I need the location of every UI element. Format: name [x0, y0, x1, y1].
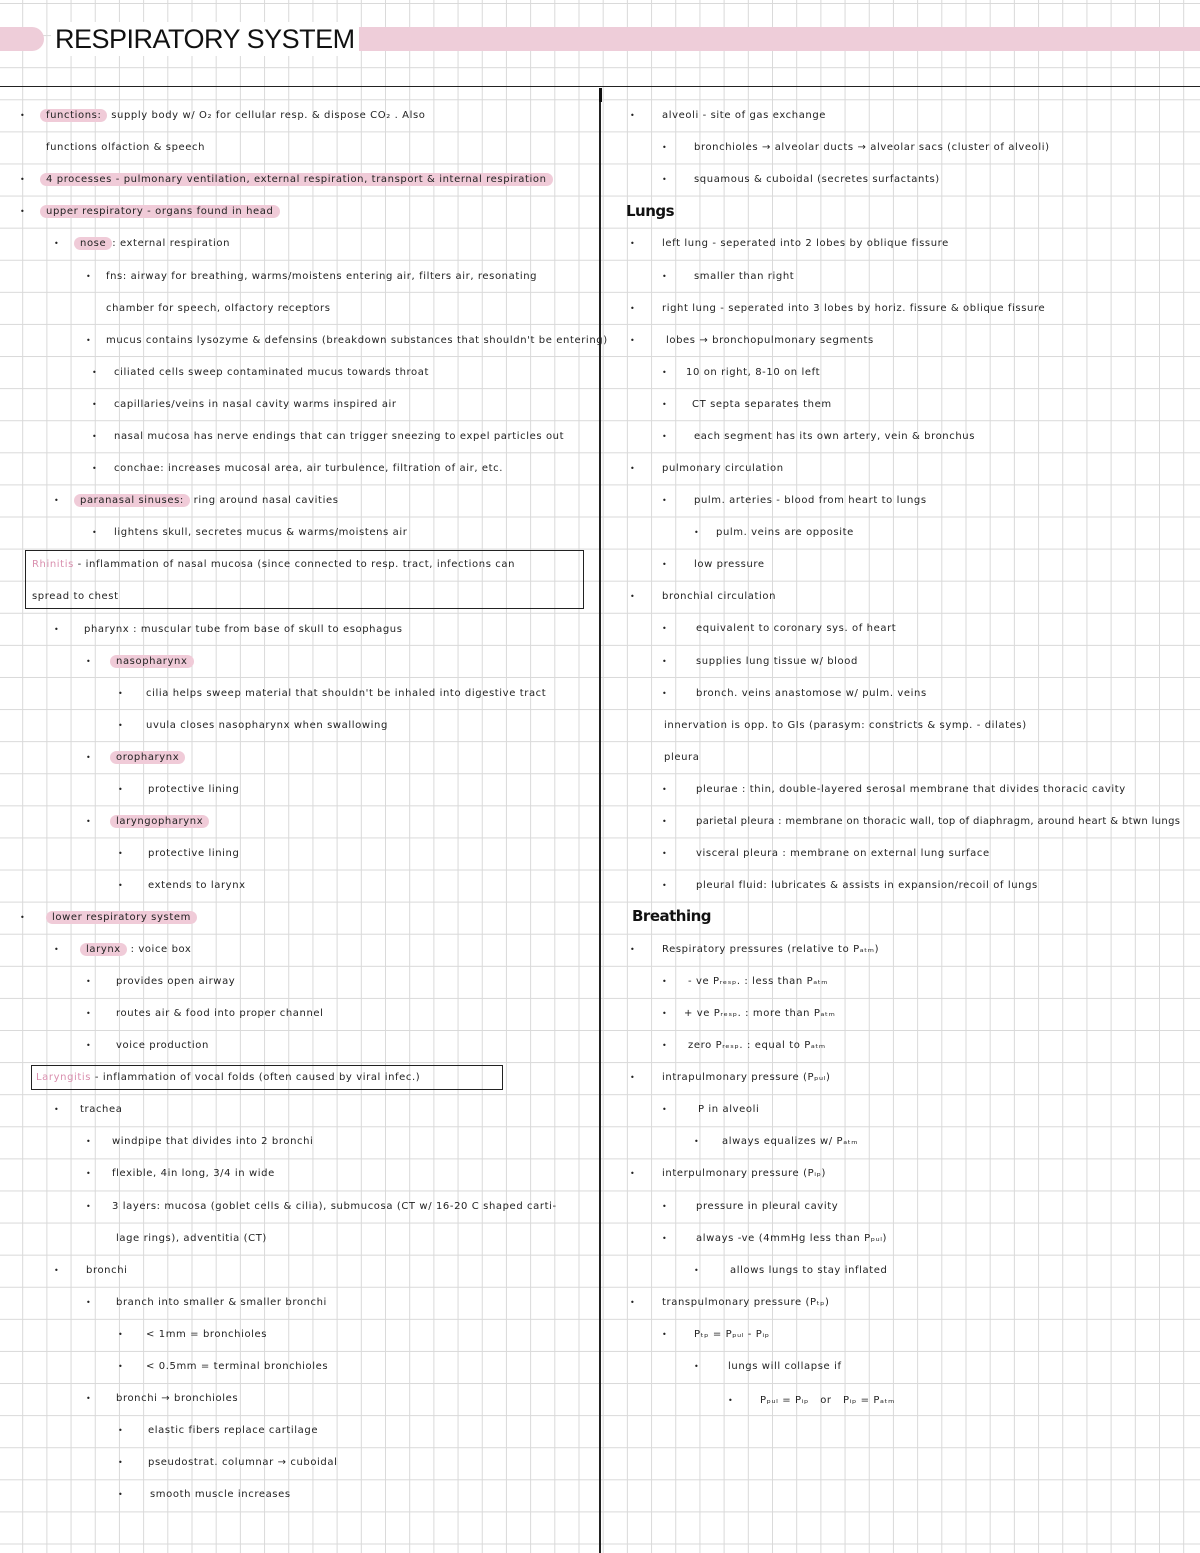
pulm-veins-line: pulm. veins are opposite: [716, 527, 854, 538]
bronchi-6: pseudostrat. columnar → cuboidal: [148, 1457, 338, 1468]
bullet-dot: •: [86, 1298, 91, 1307]
bullet-dot: •: [86, 1202, 91, 1211]
column-divider: [599, 90, 601, 1553]
bullet-dot: •: [118, 1458, 123, 1467]
trachea-line: trachea: [80, 1104, 123, 1115]
conchae-line: conchae: increases mucosal area, air turbulence, filtration of air, etc.: [114, 463, 504, 474]
p-alveoli-line: P in alveoli: [698, 1104, 760, 1115]
oropharynx-1: protective lining: [148, 784, 240, 795]
lower-text: lower respiratory system: [46, 911, 197, 924]
nasopharynx-2: uvula closes nasopharynx when swallowing: [146, 720, 388, 731]
bullet-dot: •: [118, 1330, 123, 1339]
paranasal-label: paranasal sinuses:: [74, 494, 190, 507]
nasopharynx-line: [110, 655, 194, 669]
nasopharynx-1: cilia helps sweep material that shouldn't be inhaled into digestive tract: [146, 688, 547, 699]
neg-pressure-line: - ve Pᵣₑₛₚ. : less than Pₐₜₘ: [688, 976, 829, 987]
processes-text: 4 processes - pulmonary ventilation, external respiration, transport & internal respiration: [40, 173, 553, 186]
bullet-dot: •: [630, 1073, 635, 1082]
bullet-dot: •: [86, 1009, 91, 1018]
title-highlight-left: [0, 27, 44, 51]
bullet-dot: •: [662, 1234, 667, 1243]
bullet-dot: •: [54, 1105, 59, 1114]
bullet-dot: •: [662, 881, 667, 890]
bullet-dot: •: [694, 1266, 699, 1275]
pleurae-line: pleurae : thin, double-layered serosal membrane that divides thoracic cavity: [696, 784, 1126, 795]
supplies-line: supplies lung tissue w/ blood: [696, 656, 858, 667]
bullet-dot: •: [92, 432, 97, 441]
bronchioles-line: bronchioles → alveolar ducts → alveolar sacs (cluster of alveoli): [694, 142, 1050, 153]
bullet-dot: •: [54, 496, 59, 505]
transpulm-line: transpulmonary pressure (Pₜₚ): [662, 1297, 830, 1308]
bullet-dot: •: [118, 721, 123, 730]
nose-text: : external respiration: [112, 238, 231, 249]
bullet-dot: •: [662, 496, 667, 505]
bullet-dot: •: [662, 1105, 667, 1114]
bullet-dot: •: [662, 143, 667, 152]
larynx-1: provides open airway: [116, 976, 236, 987]
bronchi-1: branch into smaller & smaller bronchi: [116, 1297, 327, 1308]
bullet-dot: •: [630, 304, 635, 313]
bullet-dot: •: [20, 913, 25, 922]
bullet-dot: •: [86, 272, 91, 281]
laryngopharynx-2: extends to larynx: [148, 880, 246, 891]
pos-pressure-line: + ve Pᵣₑₛₚ. : more than Pₐₜₘ: [684, 1008, 836, 1019]
laryngitis-label: Laryngitis: [36, 1072, 92, 1083]
nasal-mucosa-line: nasal mucosa has nerve endings that can trigger sneezing to expel particles out: [114, 431, 565, 442]
bronchi-line: bronchi: [86, 1265, 128, 1276]
bullet-dot: •: [662, 368, 667, 377]
bullet-dot: •: [20, 175, 25, 184]
squamous-line: squamous & cuboidal (secretes surfactants): [694, 174, 940, 185]
bullet-dot: •: [92, 368, 97, 377]
bullet-dot: •: [86, 1137, 91, 1146]
title-highlight-right: [333, 27, 1200, 51]
rhinitis-cont: spread to chest: [32, 591, 119, 602]
bullet-dot: •: [630, 336, 635, 345]
each-segment-line: each segment has its own artery, vein & bronchus: [694, 431, 976, 442]
lightens-line: lightens skull, secretes mucus & warms/moistens air: [114, 527, 408, 538]
bullet-dot: •: [86, 817, 91, 826]
equivalent-line: equivalent to coronary sys. of heart: [696, 623, 897, 634]
interpulm-line: interpulmonary pressure (Pᵢₚ): [662, 1168, 826, 1179]
bullet-dot: •: [54, 625, 59, 634]
bronchi-3: < 0.5mm = terminal bronchioles: [146, 1361, 329, 1372]
bullet-dot: •: [630, 464, 635, 473]
low-pressure-line: low pressure: [694, 559, 765, 570]
bullet-dot: •: [92, 400, 97, 409]
functions-text: supply body w/ O₂ for cellular resp. & dispose CO₂ . Also: [111, 110, 426, 121]
upper-line: [40, 205, 280, 219]
functions-cont: functions olfaction & speech: [46, 142, 206, 153]
lower-line: [46, 911, 197, 925]
lobes-line: lobes → bronchopulmonary segments: [666, 335, 874, 346]
bullet-dot: •: [86, 1394, 91, 1403]
bullet-dot: •: [662, 1330, 667, 1339]
capillaries-line: capillaries/veins in nasal cavity warms inspired air: [114, 399, 397, 410]
bullet-dot: •: [630, 1298, 635, 1307]
collapse-eq-line: Pₚᵤₗ = Pᵢₚ or Pᵢₚ = Pₐₜₘ: [760, 1395, 895, 1406]
always-equalizes-line: always equalizes w/ Pₐₜₘ: [722, 1136, 859, 1147]
bullet-dot: •: [662, 657, 667, 666]
upper-text: upper respiratory - organs found in head: [40, 205, 280, 218]
ten-line: 10 on right, 8-10 on left: [686, 367, 821, 378]
larynx-label: larynx: [80, 943, 127, 956]
bullet-dot: •: [662, 400, 667, 409]
visceral-line: visceral pleura : membrane on external lung surface: [696, 848, 990, 859]
bullet-dot: •: [694, 528, 699, 537]
rhinitis-line: [32, 558, 515, 572]
bullet-dot: •: [630, 1169, 635, 1178]
laryngopharynx-line: [110, 815, 209, 829]
trachea-2: flexible, 4in long, 3/4 in wide: [112, 1168, 275, 1179]
bronchial-circ-line: bronchial circulation: [662, 591, 777, 602]
bullet-dot: •: [92, 528, 97, 537]
laryngitis-line: [36, 1071, 420, 1085]
parietal-line: parietal pleura : membrane on thoracic wall, top of diaphragm, around heart & btwn lungs: [696, 816, 1181, 827]
header-rule: [0, 86, 1200, 87]
bronchi-2: < 1mm = bronchioles: [146, 1329, 268, 1340]
bullet-dot: •: [662, 1202, 667, 1211]
bullet-dot: •: [54, 239, 59, 248]
rhinitis-text: - inflammation of nasal mucosa (since connected to resp. tract, infections can: [77, 559, 516, 570]
breathing-heading: Breathing: [632, 907, 712, 925]
bullet-dot: •: [694, 1137, 699, 1146]
bullet-dot: •: [662, 849, 667, 858]
bullet-dot: •: [118, 1362, 123, 1371]
bullet-dot: •: [662, 272, 667, 281]
ptp-eq-line: Pₜₚ = Pₚᵤₗ - Pᵢₚ: [694, 1329, 770, 1340]
bullet-dot: •: [92, 464, 97, 473]
bullet-dot: •: [662, 817, 667, 826]
functions-label: functions:: [40, 109, 107, 122]
larynx-2: routes air & food into proper channel: [116, 1008, 324, 1019]
right-lung-line: right lung - seperated into 3 lobes by horiz. fissure & oblique fissure: [662, 303, 1046, 314]
bullet-dot: •: [86, 753, 91, 762]
bronchi-4: bronchi → bronchioles: [116, 1393, 239, 1404]
bullet-dot: •: [662, 1009, 667, 1018]
laryngopharynx-label: laryngopharynx: [110, 815, 209, 828]
paranasal-line: [74, 494, 339, 508]
left-lung-line: left lung - seperated into 2 lobes by oblique fissure: [662, 238, 949, 249]
bullet-dot: •: [118, 785, 123, 794]
bullet-dot: •: [86, 657, 91, 666]
bullet-dot: •: [118, 849, 123, 858]
pleural-fluid-line: pleural fluid: lubricates & assists in expansion/recoil of lungs: [696, 880, 1038, 891]
bullet-dot: •: [662, 624, 667, 633]
bullet-dot: •: [54, 1266, 59, 1275]
pulm-arteries-line: pulm. arteries - blood from heart to lungs: [694, 495, 927, 506]
ct-septa-line: CT septa separates them: [692, 399, 832, 410]
collapse-line: lungs will collapse if: [728, 1361, 842, 1372]
larynx-line: [80, 943, 191, 957]
pulm-circ-line: pulmonary circulation: [662, 463, 784, 474]
paranasal-text: ring around nasal cavities: [193, 495, 339, 506]
smaller-line: smaller than right: [694, 271, 795, 282]
bullet-dot: •: [54, 945, 59, 954]
bullet-dot: •: [118, 1490, 123, 1499]
processes-line: [40, 173, 553, 187]
allows-line: allows lungs to stay inflated: [730, 1265, 888, 1276]
pressure-pleural-line: pressure in pleural cavity: [696, 1201, 839, 1212]
trachea-3-cont: lage rings), adventitia (CT): [116, 1233, 267, 1244]
bullet-dot: •: [20, 207, 25, 216]
bullet-dot: •: [86, 1169, 91, 1178]
nose-line: [74, 237, 230, 251]
nose-label: nose: [74, 237, 112, 250]
rhinitis-label: Rhinitis: [32, 559, 74, 570]
functions-line: [40, 109, 426, 123]
mucus-line: mucus contains lysozyme & defensins (breakdown substances that shouldn't be entering): [106, 335, 608, 346]
nasopharynx-label: nasopharynx: [110, 655, 194, 668]
resp-pressures-line: Respiratory pressures (relative to Pₐₜₘ): [662, 944, 880, 955]
fns-line: fns: airway for breathing, warms/moistens entering air, filters air, resonating: [106, 271, 538, 282]
fns-cont: chamber for speech, olfactory receptors: [106, 303, 331, 314]
trachea-3: 3 layers: mucosa (goblet cells & cilia), submucosa (CT w/ 16-20 C shaped carti-: [112, 1201, 557, 1212]
bullet-dot: •: [86, 1041, 91, 1050]
bullet-dot: •: [20, 111, 25, 120]
larynx-3: voice production: [116, 1040, 209, 1051]
column-divider-tick: [599, 88, 602, 102]
bullet-dot: •: [630, 945, 635, 954]
laryngitis-text: - inflammation of vocal folds (often caused by viral infec.): [94, 1072, 421, 1083]
bullet-dot: •: [662, 689, 667, 698]
bronchi-7: smooth muscle increases: [150, 1489, 291, 1500]
pleura-line: pleura: [664, 752, 700, 763]
oropharynx-label: oropharynx: [110, 751, 185, 764]
bullet-dot: •: [86, 336, 91, 345]
bullet-dot: •: [662, 1041, 667, 1050]
bullet-dot: •: [662, 977, 667, 986]
bronch-veins-line: bronch. veins anastomose w/ pulm. veins: [696, 688, 927, 699]
bullet-dot: •: [662, 560, 667, 569]
bullet-dot: •: [118, 689, 123, 698]
bullet-dot: •: [662, 785, 667, 794]
bullet-dot: •: [630, 239, 635, 248]
bullet-dot: •: [630, 592, 635, 601]
bullet-dot: •: [728, 1396, 733, 1405]
intrapulm-line: intrapulmonary pressure (Pₚᵤₗ): [662, 1072, 831, 1083]
bronchi-5: elastic fibers replace cartilage: [148, 1425, 319, 1436]
trachea-1: windpipe that divides into 2 bronchi: [112, 1136, 314, 1147]
bullet-dot: •: [662, 432, 667, 441]
oropharynx-line: [110, 751, 185, 765]
alveoli-line: alveoli - site of gas exchange: [662, 110, 827, 121]
always-neg-line: always -ve (4mmHg less than Pₚᵤₗ): [696, 1233, 888, 1244]
ciliated-line: ciliated cells sweep contaminated mucus towards throat: [114, 367, 430, 378]
bullet-dot: •: [694, 1362, 699, 1371]
zero-pressure-line: zero Pᵣₑₛₚ. : equal to Pₐₜₘ: [688, 1040, 826, 1051]
bullet-dot: •: [118, 881, 123, 890]
larynx-text: : voice box: [130, 944, 192, 955]
bullet-dot: •: [630, 111, 635, 120]
lungs-heading: Lungs: [626, 202, 675, 220]
pharynx-line: pharynx : muscular tube from base of skull to esophagus: [84, 624, 403, 635]
laryngopharynx-1: protective lining: [148, 848, 240, 859]
page-title: RESPIRATORY SYSTEM: [51, 22, 359, 56]
innervation-line: innervation is opp. to GIs (parasym: constricts & symp. - dilates): [664, 720, 1027, 731]
bullet-dot: •: [118, 1426, 123, 1435]
bullet-dot: •: [662, 175, 667, 184]
bullet-dot: •: [86, 977, 91, 986]
